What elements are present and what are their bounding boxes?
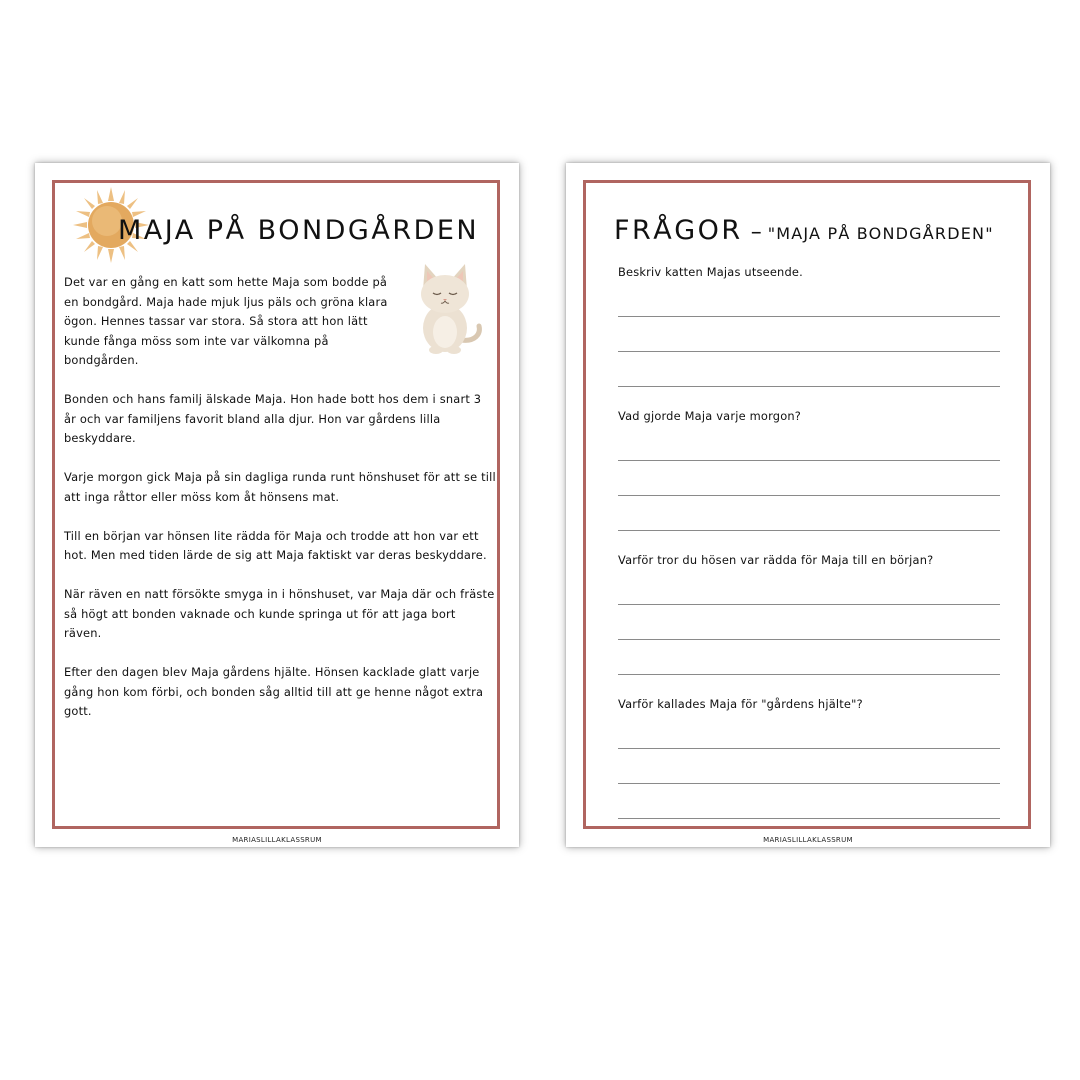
answer-line[interactable] [618,316,1000,317]
story-paragraph: Varje morgon gick Maja på sin dagliga runda runt hönshuset för att se till att inga råttor eller möss kom åt hönsens mat. [64,470,496,504]
title-dash: – [750,220,762,245]
question-1: Beskriv katten Majas utseende. [618,265,803,279]
answer-line[interactable] [618,495,1000,496]
questions-heading [614,215,994,246]
story-title: MAJA PÅ BONDGÅRDEN [118,215,480,246]
questions-subtitle: "MAJA PÅ BONDGÅRDEN" [767,224,994,243]
answer-line[interactable] [618,818,1000,819]
question-2: Vad gjorde Maja varje morgon? [618,409,802,423]
footer-brand: MARIASLILLAKLASSRUM [232,836,322,844]
answer-line[interactable] [618,386,1000,387]
story-paragraph: Till en början var hönsen lite rädda för Maja och trodde att hon var ett hot. Men med tiden lärde de sig att Maja faktiskt var deras beskyddare. [64,528,487,562]
questions-title: FRÅGOR [614,215,743,246]
answer-line[interactable] [618,351,1000,352]
footer-brand: MARIASLILLAKLASSRUM [763,836,853,844]
answer-line[interactable] [618,783,1000,784]
answer-line[interactable] [618,460,1000,461]
answer-line[interactable] [618,674,1000,675]
story-paragraph: När räven en natt försökte smyga in i hönshuset, var Maja där och fräste så högt att bonden vaknade och kunde springa ut för att jaga bort räven. [64,587,495,640]
story-paragraph: Det var en gång en katt som hette Maja som bodde på en bondgård. Maja hade mjuk ljus päls och gröna klara ögon. Hennes tassar var stora. Så stora att hon lätt kunde fånga möss som inte var välkomna på bondgården. [64,275,388,367]
story-paragraph: Efter den dagen blev Maja gårdens hjälte. Hönsen kacklade glatt varje gång hon kom förbi, och bonden såg alltid till att ge henne något extra gott. [64,665,484,718]
answer-line[interactable] [618,530,1000,531]
story-text [64,273,496,741]
answer-line[interactable] [618,604,1000,605]
story-paragraph: Bonden och hans familj älskade Maja. Hon hade bott hos dem i snart 3 år och var familjens favorit bland alla djur. Hon var gårdens lilla beskyddare. [64,392,482,445]
question-4: Varför kallades Maja för "gårdens hjälte"? [618,697,863,711]
answer-line[interactable] [618,639,1000,640]
questions-sheet [566,163,1050,847]
question-3: Varför tror du hösen var rädda för Maja till en början? [618,553,934,567]
story-sheet [35,163,519,847]
answer-line[interactable] [618,748,1000,749]
